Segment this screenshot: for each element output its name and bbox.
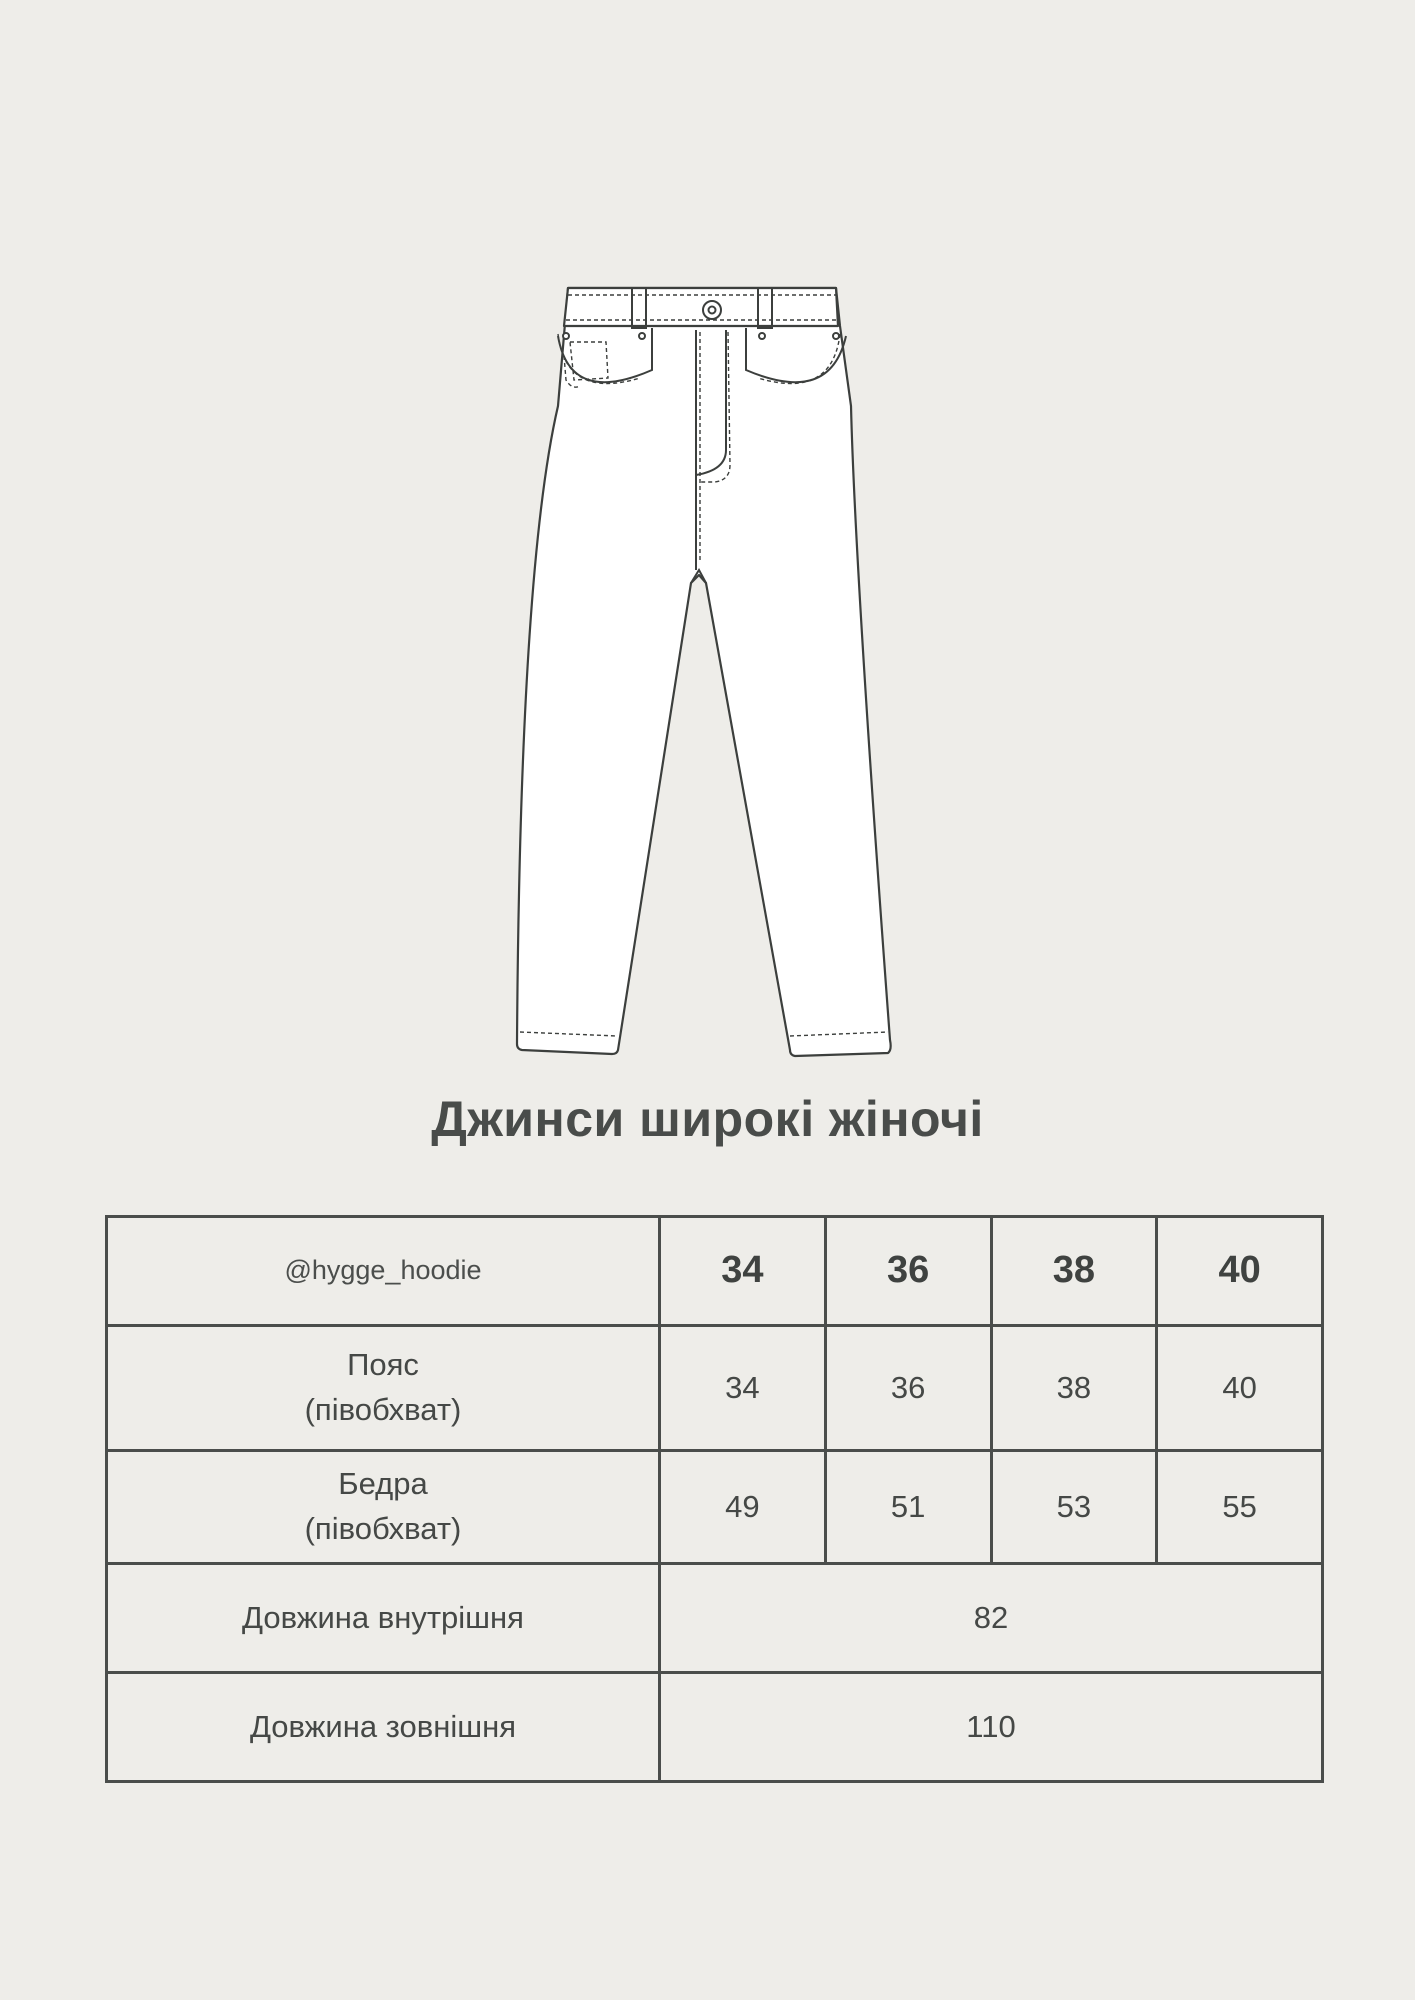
page-title: Джинси широкі жіночі	[431, 1091, 984, 1147]
row-label-line: Бедра	[338, 1466, 428, 1502]
table-row	[107, 1451, 1323, 1564]
size-chart-table	[105, 1215, 1324, 1783]
inner-length-value: 82	[660, 1564, 1323, 1673]
table-row	[107, 1564, 1323, 1673]
size-header: 34	[660, 1217, 826, 1326]
table-row	[107, 1326, 1323, 1451]
row-label-line: (півобхват)	[304, 1511, 462, 1546]
table-cell: 51	[825, 1451, 991, 1564]
brand-handle: @hygge_hoodie	[107, 1217, 660, 1326]
row-label-line: (півобхват)	[304, 1392, 462, 1427]
jeans-illustration	[500, 270, 900, 1070]
table-cell: 53	[991, 1451, 1157, 1564]
table-cell: 49	[660, 1451, 826, 1564]
table-cell: 40	[1157, 1326, 1323, 1451]
table-cell: 55	[1157, 1451, 1323, 1564]
row-label-waist	[107, 1326, 660, 1451]
outer-length-value: 110	[660, 1673, 1323, 1782]
size-header: 40	[1157, 1217, 1323, 1326]
table-cell: 38	[991, 1326, 1157, 1451]
size-header: 38	[991, 1217, 1157, 1326]
table-header-row	[107, 1217, 1323, 1326]
table-cell: 34	[660, 1326, 826, 1451]
table-cell: 36	[825, 1326, 991, 1451]
row-label-line: Пояс	[347, 1347, 419, 1383]
row-label-hips	[107, 1451, 660, 1564]
row-label-outer-length: Довжина зовнішня	[107, 1673, 660, 1782]
table-row	[107, 1673, 1323, 1782]
row-label-inner-length: Довжина внутрішня	[107, 1564, 660, 1673]
size-header: 36	[825, 1217, 991, 1326]
jeans-outline	[517, 288, 891, 1056]
